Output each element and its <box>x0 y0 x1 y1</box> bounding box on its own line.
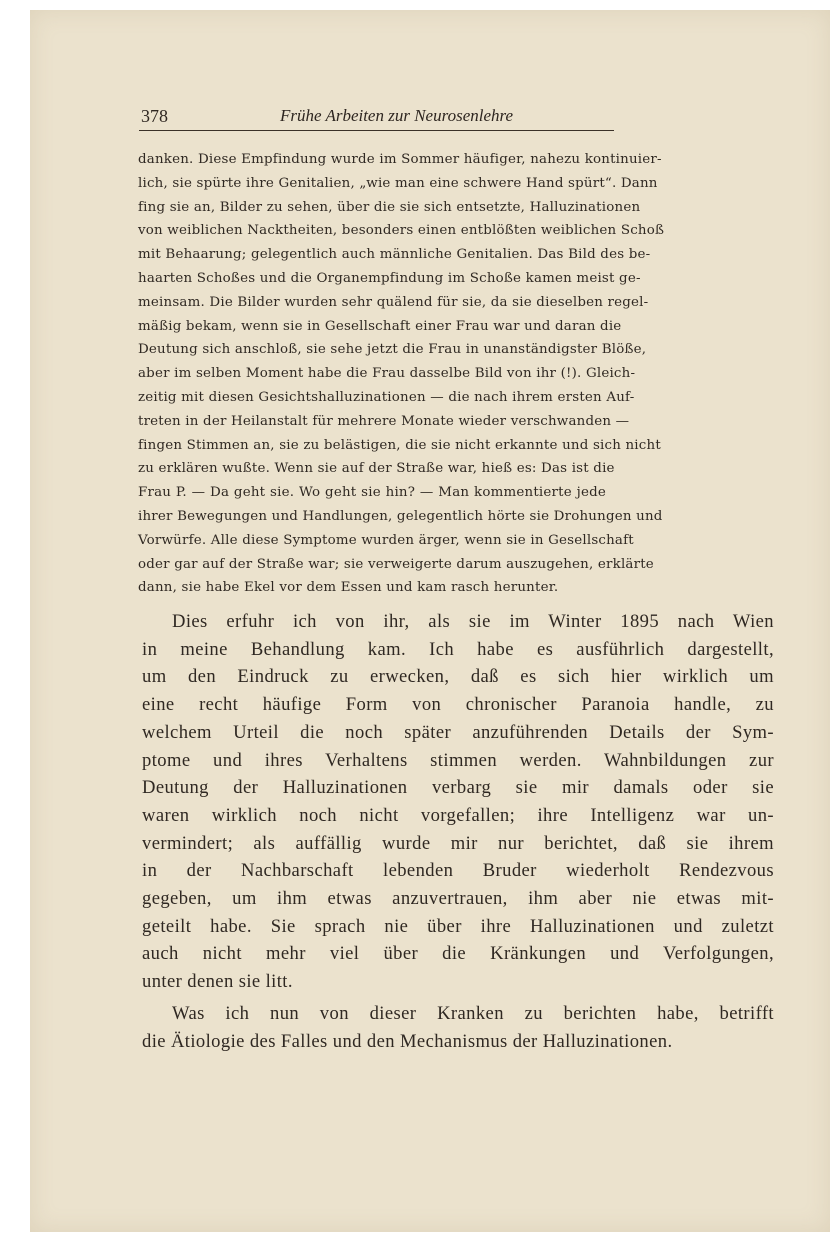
text-line: Vorwürfe. Alle diese Symptome wurden ärger, wenn sie in Gesellschaft <box>138 532 634 548</box>
text-line: welchem Urteil die noch später anzuführenden Details der Sym- <box>142 721 774 743</box>
text-line: fing sie an, Bilder zu sehen, über die sie sich entsetzte, Halluzinationen <box>138 199 641 215</box>
text-line: die Ätiologie des Falles und den Mechanismus der Halluzinationen. <box>142 1030 673 1052</box>
text-line: von weiblichen Nacktheiten, besonders einen entblößten weiblichen Schoß <box>138 223 665 239</box>
text-line: eine recht häufige Form von chronischer Paranoia handle, zu <box>142 694 774 716</box>
text-line: mäßig bekam, wenn sie in Gesellschaft einer Frau war und daran die <box>138 318 622 334</box>
text-line: oder gar auf der Straße war; sie verweigerte darum auszugehen, erklärte <box>138 556 654 572</box>
body-text <box>142 608 774 1055</box>
text-line: um den Eindruck zu erwecken, daß es sich hier wirklich um <box>142 666 774 688</box>
text-line: auch nicht mehr viel über die Kränkungen und Verfolgungen, <box>142 943 774 965</box>
text-line: haarten Schoßes und die Organempfindung im Schoße kamen meist ge- <box>138 270 641 286</box>
text-line: zu erklären wußte. Wenn sie auf der Straße war, hieß es: Das ist die <box>138 461 615 477</box>
text-line: Deutung der Halluzinationen verbarg sie mir damals oder sie <box>142 777 774 799</box>
running-header <box>139 106 614 131</box>
text-line: dann, sie habe Ekel vor dem Essen und kam rasch herunter. <box>138 580 559 596</box>
text-line: danken. Diese Empfindung wurde im Sommer häufiger, nahezu kontinuier- <box>138 152 662 167</box>
text-line: aber im selben Moment habe die Frau dasselbe Bild von ihr (!). Gleich- <box>138 366 636 382</box>
text-line: in der Nachbarschaft lebenden Bruder wiederholt Rendezvous <box>142 860 774 882</box>
text-line: geteilt habe. Sie sprach nie über ihre Halluzinationen und zuletzt <box>142 915 774 937</box>
text-line: Was ich nun von dieser Kranken zu berichten habe, betrifft <box>172 1002 774 1024</box>
text-line: in meine Behandlung kam. Ich habe es ausführlich dargestellt, <box>142 638 774 660</box>
text-line: treten in der Heilanstalt für mehrere Monate wieder verschwanden — <box>138 413 630 429</box>
text-line: Dies erfuhr ich von ihr, als sie im Winter 1895 nach Wien <box>172 611 774 632</box>
paragraph <box>142 1000 774 1055</box>
text-line: zeitig mit diesen Gesichtshalluzinationen — die nach ihrem ersten Auf- <box>138 389 635 405</box>
text-line: unter denen sie litt. <box>142 971 293 993</box>
text-line: gegeben, um ihm etwas anzuvertrauen, ihm aber nie etwas mit- <box>142 888 774 910</box>
text-line: lich, sie spürte ihre Genitalien, „wie man eine schwere Hand spürt“. Dann <box>138 175 658 191</box>
small-print-paragraph <box>138 148 665 600</box>
text-line: fingen Stimmen an, sie zu belästigen, die sie nicht erkannte und sich nicht <box>138 437 661 453</box>
text-line: vermindert; als auffällig wurde mir nur berichtet, daß sie ihrem <box>142 832 774 854</box>
text-line: mit Behaarung; gelegentlich auch männliche Genitalien. Das Bild des be- <box>138 247 651 263</box>
text-line: Frau P. — Da geht sie. Wo geht sie hin? — Man kommentierte jede <box>138 485 606 501</box>
text-line: ptome und ihres Verhaltens stimmen werden. Wahnbildungen zur <box>142 749 774 771</box>
text-line: meinsam. Die Bilder wurden sehr quälend für sie, da sie dieselben regel- <box>138 294 649 310</box>
page-number: 378 <box>141 106 168 126</box>
text-line: Deutung sich anschloß, sie sehe jetzt die Frau in unanständigster Blöße, <box>138 342 647 358</box>
running-title: Frühe Arbeiten zur Neurosenlehre <box>279 106 514 125</box>
text-line: waren wirklich noch nicht vorgefallen; ihre Intelligenz war un- <box>142 804 774 826</box>
text-line: ihrer Bewegungen und Handlungen, gelegentlich hörte sie Drohungen und <box>138 508 663 524</box>
paragraph <box>142 608 774 996</box>
